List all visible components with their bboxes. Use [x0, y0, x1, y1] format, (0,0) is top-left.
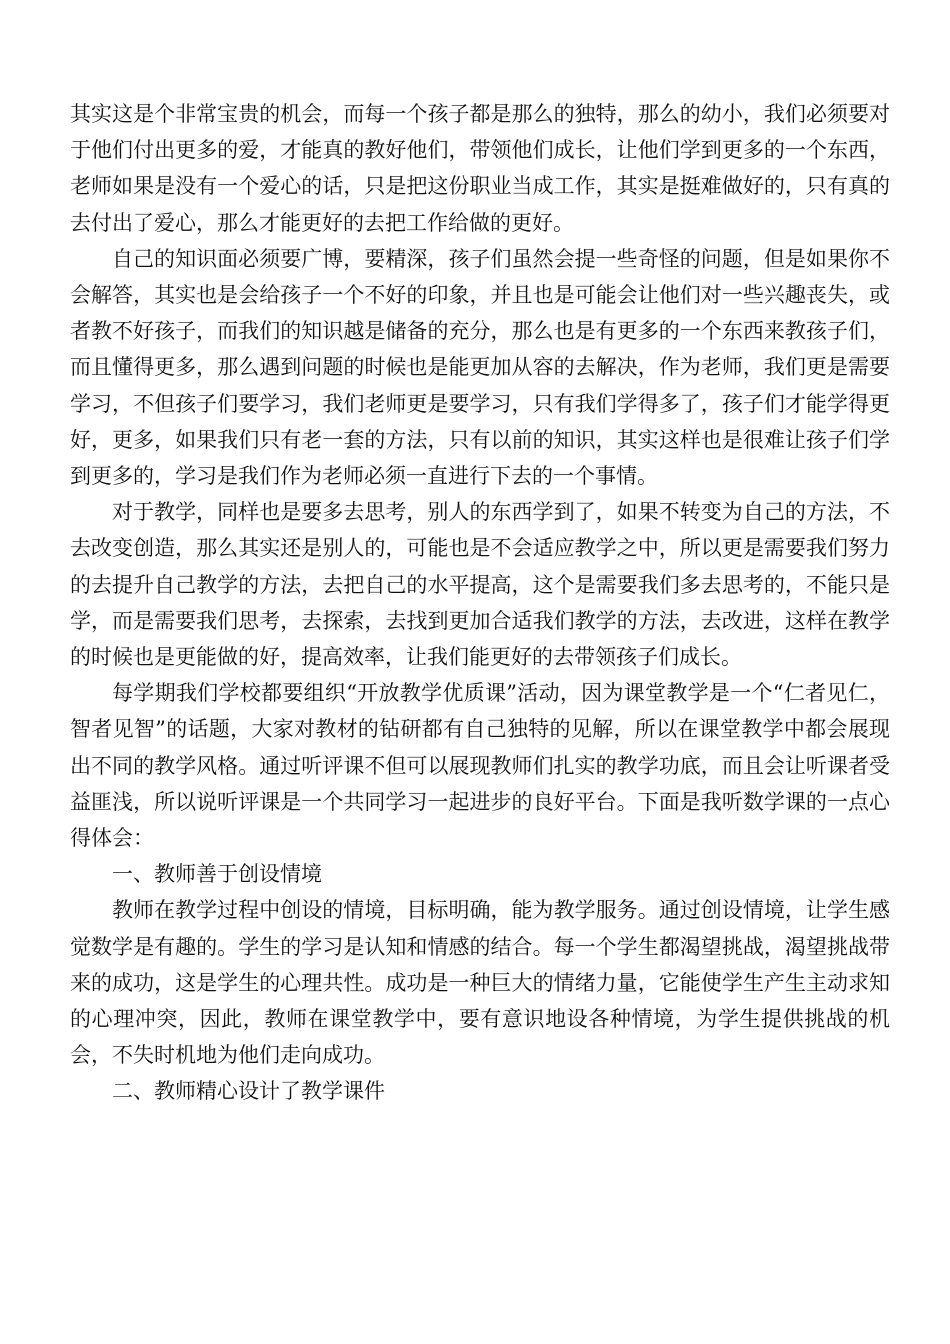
paragraph-think-about-teaching: 对于教学，同样也是要多去思考，别人的东西学到了，如果不转变为自己的方法，不去改变创造，那么其实还是别人的，可能也是不会适应教学之中，所以更是需要我们努力的去提升自己教学的方法，去把自己的水平提高，这个是需要我们多去思考的，不能只是学，而是需要我们思考，去探索，去找到更加合适我们教学的方法，去改进，这样在教学的时候也是更能做的好，提高效率，让我们能更好的去带领孩子们成长。: [70, 500, 890, 670]
section-heading-two: 二、教师精心设计了教学课件: [112, 1079, 385, 1104]
paragraph-create-situations: 教师在教学过程中创设的情境，目标明确，能为教学服务。通过创设情境，让学生感觉数学是有趣的。学生的学习是认知和情感的结合。每一个学生都渴望挑战，渴望挑战带来的成功，这是学生的心理共性。成功是一种巨大的情绪力量，它能使学生产生主动求知的心理冲突，因此，教师在课堂教学中，要有意识地设各种情境，为学生提供挑战的机会，不失时机地为他们走向成功。: [70, 898, 890, 1068]
section-heading-one: 一、教师善于创设情境: [112, 862, 322, 887]
paragraph-open-lesson-activity: 每学期我们学校都要组织“开放教学优质课”活动，因为课堂教学是一个“仁者见仁，智者见智”的话题，大家对教材的钻研都有自己独特的见解，所以在课堂教学中都会展现出不同的教学风格。通过听评课不但可以展现教师们扎实的教学功底，而且会让听课者受益匪浅，所以说听评课是一个共同学习一起进步的良好平台。下面是我听数学课的一点心得体会：: [70, 681, 890, 851]
paragraph-broad-knowledge: 自己的知识面必须要广博，要精深，孩子们虽然会提一些奇怪的问题，但是如果你不会解答，其实也是会给孩子一个不好的印象，并且也是可能会让他们对一些兴趣丧失，或者教不好孩子，而我们的知识越是储备的充分，那么也是有更多的一个东西来教孩子们，而且懂得更多，那么遇到问题的时候也是能更加从容的去解决，作为老师，我们更是需要学习，不但孩子们要学习，我们老师更是要学习，只有我们学得多了，孩子们才能学得更好，更多，如果我们只有老一套的方法，只有以前的知识，其实这样也是很难让孩子们学到更多的，学习是我们作为老师必须一直进行下去的一个事情。: [70, 246, 890, 489]
document-body: [70, 96, 890, 1110]
paragraph-love-for-children: 其实这是个非常宝贵的机会，而每一个孩子都是那么的独特，那么的幼小，我们必须要对于他们付出更多的爱，才能真的教好他们，带领他们成长，让他们学到更多的一个东西，老师如果是没有一个爱心的话，只是把这份职业当成工作，其实是挺难做好的，只有真的去付出了爱心，那么才能更好的去把工作给做的更好。: [70, 102, 890, 235]
